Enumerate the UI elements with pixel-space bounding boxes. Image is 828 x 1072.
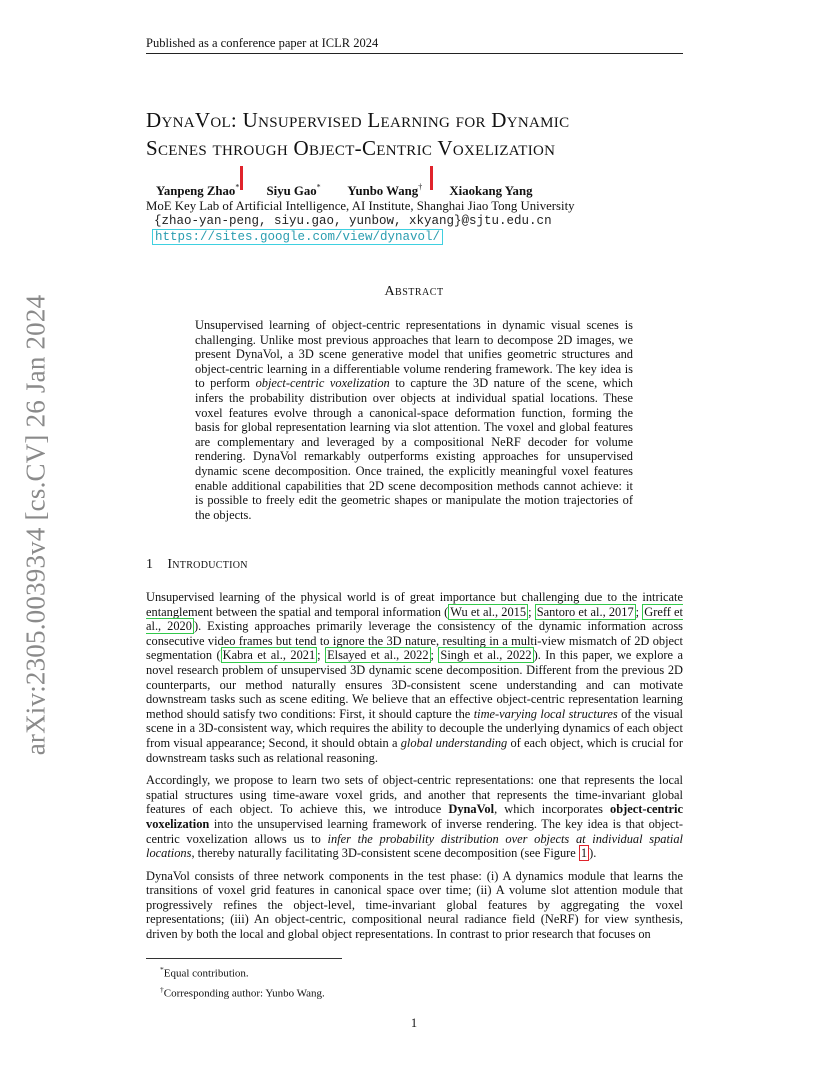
footnote: *Equal contribution. bbox=[160, 965, 249, 980]
venue-header: Published as a conference paper at ICLR 2024 bbox=[146, 36, 379, 50]
author: Yanpeng Zhao* bbox=[156, 183, 240, 199]
citation-link[interactable]: Greff et al., 2020 bbox=[146, 604, 683, 634]
paragraph: DynaVol consists of three network components in the test phase: (i) A dynamics module that learns the transitions of voxel grid features in canonical space over time; (ii) A volume slot attention module that progressively refines the object-level, time-invariant global features by aggregating the voxel representations; (iii) An object-centric, compositional neural radiance field (NeRF) for view synthesis, driven by both the local and global object representations. In contrast to prior research that focuses on bbox=[146, 868, 683, 942]
page-number: 1 bbox=[410, 1016, 418, 1030]
title-line-1: DynaVol: Unsupervised Learning for Dynamic bbox=[146, 108, 570, 132]
citation-link[interactable]: Kabra et al., 2021 bbox=[222, 648, 316, 663]
author-emails: {zhao-yan-peng, siyu.gao, yunbow, xkyang}@sjtu.edu.cn bbox=[154, 214, 552, 228]
header-rule bbox=[146, 53, 683, 54]
arxiv-stamp bbox=[16, 290, 56, 760]
footnote-rule bbox=[146, 958, 342, 959]
paragraph: Unsupervised learning of the physical world is of great importance but challenging due to the intricate entanglement between the spatial and temporal information ( Wu et al., 2015 ; Santoro et al., 2017 ; Greff et al., 2020 ). Existing approaches primarily leverage the consistency of the dynamic information across consecutive video frames but tend to ignore the 3D nature, resulting in a multi-view mismatch of 2D object segmentation ( Kabra et al., 2021 ; Elsayed et al., 2022 ; Singh et al., 2022 ). In this paper, we explore a novel research problem of unsupervised 3D dynamic scene decomposition. Different from the previous 2D counterparts, our method naturally ensures 3D-consistent scene understanding and can motivate downstream tasks such as scene editing. We believe that an effective object-centric representation learning method should satisfy two conditions: First, it should capture the time-varying local structures of the visual scene in a 3D-consistent way, which requires the ability to decouple the underlying dynamics of each object from visual appearance; Second, it should obtain a global understanding of each object, which is crucial for downstream tasks such as relational reasoning. bbox=[146, 590, 683, 765]
arxiv-id[interactable]: arXiv:2305.00393v4 [cs.CV] 26 Jan 2024 bbox=[20, 294, 51, 756]
footnotes bbox=[160, 962, 325, 1001]
citation-link[interactable]: Wu et al., 2015 bbox=[450, 604, 527, 619]
author: Xiaokang Yang bbox=[449, 184, 533, 199]
paragraph: Accordingly, we propose to learn two sets of object-centric representations: one that represents the local spatial structures using time-aware voxel grids, and another that represents the time-invariant global features of each object. To achieve this, we introduce DynaVol, which incorporates object-centric voxelization into the unsupervised learning framework of inverse rendering. The key idea is that object-centric voxelization allows us to infer the probability distribution over objects at individual spatial locations, thereby naturally facilitating 3D-consistent scene decomposition (see Figure 1 ). bbox=[146, 773, 683, 861]
figure-reference-link[interactable]: 1 bbox=[580, 846, 588, 861]
introduction-body bbox=[146, 590, 683, 950]
abstract-heading: Abstract bbox=[384, 284, 444, 299]
author: Yunbo Wang† bbox=[347, 183, 423, 199]
abstract-body: Unsupervised learning of object-centric representations in dynamic visual scenes is challenging. Unlike most previous approaches that learn to decompose 2D images, we present DynaVol, a 3D scene generative model that unifies geometric structures and object-centric learning in a differentiable volume rendering framework. The key idea is to perform object-centric voxelization to capture the 3D nature of the scene, which infers the probability distribution over objects at individual spatial locations. These voxel features evolve through a canonical-space deformation function, forming the basis for global representation learning via slot attention. The voxel and global features are complementary and leveraged by a compositional NeRF decoder for volume rendering. DynaVol remarkably outperforms existing approaches for unsupervised dynamic scene decomposition. Once trained, the explicitly meaningful voxel features enable additional capabilities that 2D scene decomposition methods cannot achieve: it is possible to freely edit the geometric shapes or manipulate the motion trajectories of the objects. bbox=[195, 318, 633, 522]
paper-title bbox=[146, 106, 706, 162]
title-line-2: Scenes through Object-Centric Voxelization bbox=[146, 136, 556, 160]
author: Siyu Gao* bbox=[266, 183, 321, 199]
citation-link[interactable]: Elsayed et al., 2022 bbox=[327, 648, 429, 663]
citation-link[interactable]: Singh et al., 2022 bbox=[440, 648, 532, 663]
section-heading: 1 Introduction bbox=[146, 557, 248, 572]
affiliation: MoE Key Lab of Artificial Intelligence, AI Institute, Shanghai Jiao Tong University bbox=[146, 199, 575, 213]
citation-link[interactable]: Santoro et al., 2017 bbox=[536, 604, 634, 619]
footnote: †Corresponding author: Yunbo Wang. bbox=[160, 984, 325, 1000]
project-url-link[interactable]: https://sites.google.com/view/dynavol/ bbox=[152, 229, 443, 245]
author-list bbox=[156, 183, 556, 199]
